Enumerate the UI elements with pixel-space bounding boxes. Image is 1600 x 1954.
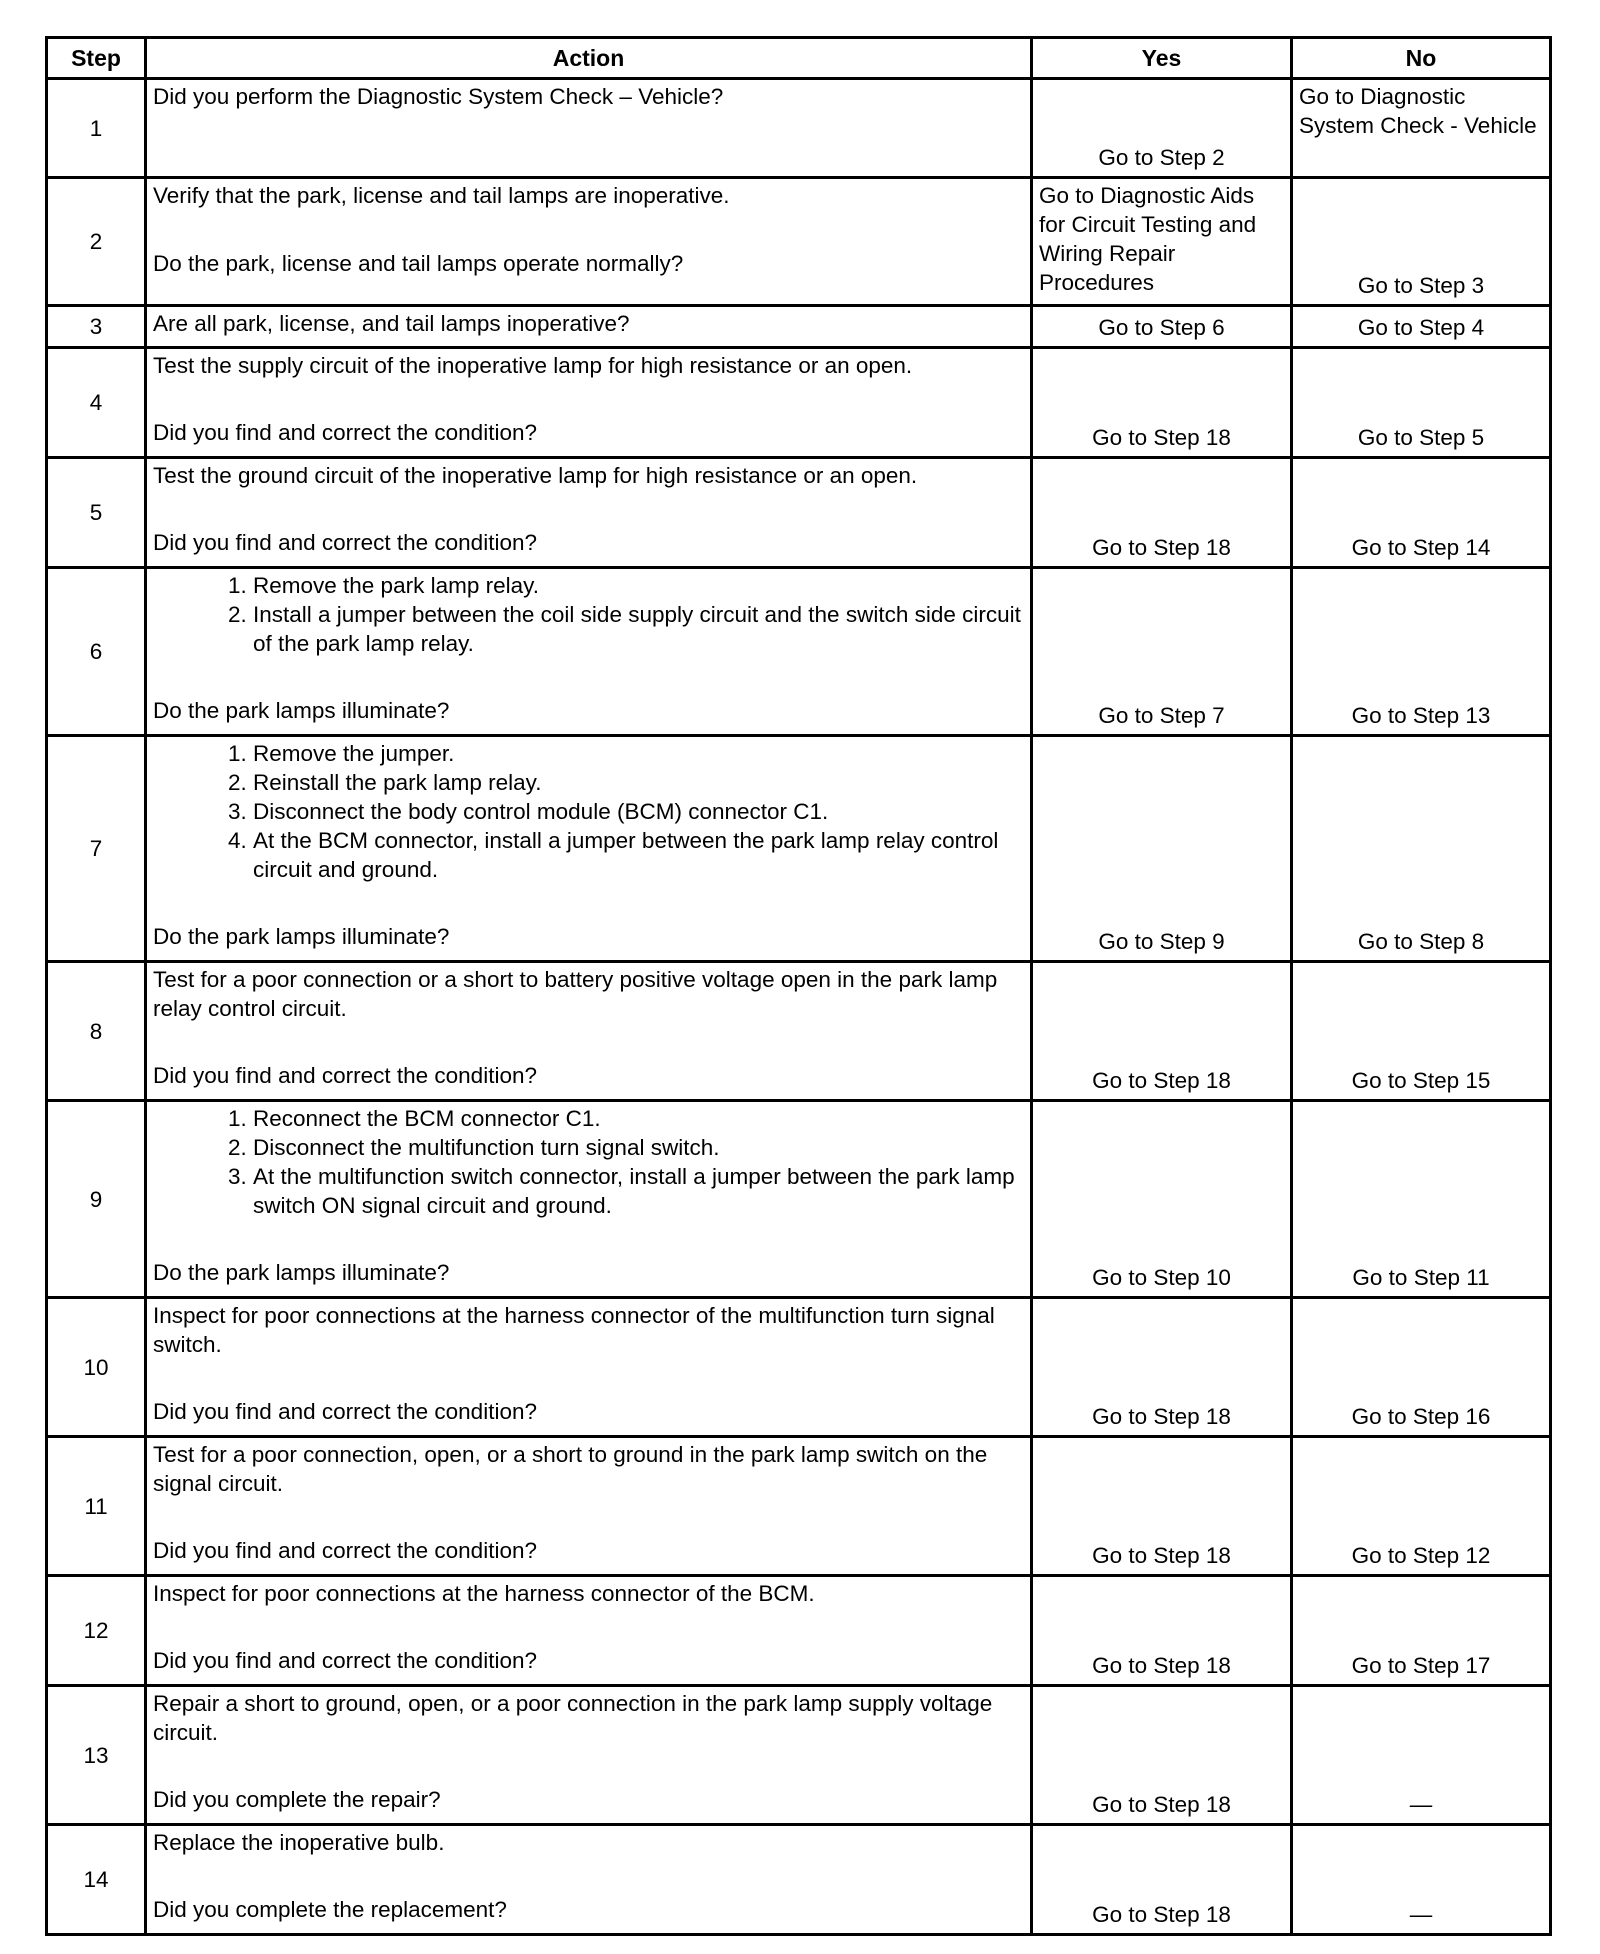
action-instruction: Verify that the park, license and tail lamps are inoperative. <box>153 183 730 208</box>
no-cell: Go to Step 16 <box>1292 1298 1551 1437</box>
step-number: 8 <box>47 962 146 1101</box>
action-cell <box>146 736 1032 962</box>
procedure-item: 1. Remove the jumper. <box>253 739 1024 768</box>
no-cell: Go to Step 13 <box>1292 568 1551 736</box>
step-number: 12 <box>47 1576 146 1686</box>
action-cell <box>146 458 1032 568</box>
yes-cell: Go to Step 18 <box>1032 962 1292 1101</box>
procedure-list <box>153 739 1024 884</box>
table-row <box>47 1825 1551 1935</box>
action-instruction: Repair a short to ground, open, or a poor connection in the park lamp supply voltage circuit. <box>153 1691 993 1745</box>
table-row <box>47 178 1551 306</box>
step-number: 6 <box>47 568 146 736</box>
action-instruction: Are all park, license, and tail lamps inoperative? <box>153 311 630 336</box>
header-row <box>47 38 1551 79</box>
step-number: 4 <box>47 348 146 458</box>
action-cell <box>146 79 1032 178</box>
procedure-item: 3. At the multifunction switch connector, install a jumper between the park lamp switch ON signal circuit and ground. <box>253 1162 1024 1220</box>
action-instruction: Did you perform the Diagnostic System Check – Vehicle? <box>153 84 724 109</box>
yes-cell: Go to Step 18 <box>1032 1686 1292 1825</box>
yes-cell: Go to Step 18 <box>1032 1437 1292 1576</box>
action-cell <box>146 348 1032 458</box>
procedure-item: 1. Remove the park lamp relay. <box>253 571 1024 600</box>
action-cell <box>146 1298 1032 1437</box>
procedure-item: 2. Disconnect the multifunction turn signal switch. <box>253 1133 1024 1162</box>
action-instruction: Test for a poor connection or a short to battery positive voltage open in the park lamp relay control circuit. <box>153 967 998 1021</box>
no-cell: Go to Step 4 <box>1292 306 1551 348</box>
no-cell: — <box>1292 1686 1551 1825</box>
procedure-item: 3. Disconnect the body control module (BCM) connector C1. <box>253 797 1024 826</box>
action-question: Do the park lamps illuminate? <box>153 924 450 949</box>
yes-cell: Go to Step 7 <box>1032 568 1292 736</box>
no-cell: Go to Step 12 <box>1292 1437 1551 1576</box>
yes-cell: Go to Step 18 <box>1032 1576 1292 1686</box>
action-question: Did you find and correct the condition? <box>153 1063 537 1088</box>
step-number: 3 <box>47 306 146 348</box>
action-question: Do the park lamps illuminate? <box>153 1260 450 1285</box>
header-yes: Yes <box>1032 38 1292 79</box>
action-question: Did you find and correct the condition? <box>153 1648 537 1673</box>
no-cell: Go to Step 17 <box>1292 1576 1551 1686</box>
no-cell: Go to Step 15 <box>1292 962 1551 1101</box>
step-number: 9 <box>47 1101 146 1298</box>
table-row <box>47 458 1551 568</box>
table-row <box>47 568 1551 736</box>
header-action: Action <box>146 38 1032 79</box>
table-row <box>47 1576 1551 1686</box>
table-row <box>47 1101 1551 1298</box>
action-question: Did you find and correct the condition? <box>153 1538 537 1563</box>
action-question: Did you find and correct the condition? <box>153 530 537 555</box>
no-cell: Go to Step 5 <box>1292 348 1551 458</box>
yes-cell: Go to Diagnostic Aids for Circuit Testing and Wiring Repair Procedures <box>1032 178 1292 306</box>
action-instruction: Test for a poor connection, open, or a short to ground in the park lamp switch on the signal circuit. <box>153 1442 988 1496</box>
yes-cell: Go to Step 18 <box>1032 1825 1292 1935</box>
yes-cell: Go to Step 18 <box>1032 458 1292 568</box>
table-row <box>47 1686 1551 1825</box>
step-number: 13 <box>47 1686 146 1825</box>
table-row <box>47 736 1551 962</box>
table-row <box>47 962 1551 1101</box>
yes-cell: Go to Step 2 <box>1032 79 1292 178</box>
procedure-item: 4. At the BCM connector, install a jumper between the park lamp relay control circuit and ground. <box>253 826 1024 884</box>
action-cell <box>146 1437 1032 1576</box>
action-cell <box>146 1825 1032 1935</box>
procedure-item: 2. Install a jumper between the coil side supply circuit and the switch side circuit of the park lamp relay. <box>253 600 1024 658</box>
action-instruction: Test the supply circuit of the inoperative lamp for high resistance or an open. <box>153 353 913 378</box>
table-row <box>47 306 1551 348</box>
step-number: 11 <box>47 1437 146 1576</box>
no-cell: — <box>1292 1825 1551 1935</box>
yes-cell: Go to Step 10 <box>1032 1101 1292 1298</box>
action-instruction: Test the ground circuit of the inoperative lamp for high resistance or an open. <box>153 463 918 488</box>
procedure-list <box>153 571 1024 658</box>
action-question: Do the park lamps illuminate? <box>153 698 450 723</box>
action-question: Do the park, license and tail lamps operate normally? <box>153 251 684 276</box>
step-number: 1 <box>47 79 146 178</box>
table-row <box>47 1437 1551 1576</box>
action-instruction: Inspect for poor connections at the harness connector of the BCM. <box>153 1581 815 1606</box>
step-number: 10 <box>47 1298 146 1437</box>
action-instruction: Replace the inoperative bulb. <box>153 1830 445 1855</box>
table-row <box>47 79 1551 178</box>
yes-cell: Go to Step 18 <box>1032 1298 1292 1437</box>
action-question: Did you find and correct the condition? <box>153 1399 537 1424</box>
action-cell <box>146 178 1032 306</box>
yes-cell: Go to Step 6 <box>1032 306 1292 348</box>
table-row <box>47 348 1551 458</box>
action-cell <box>146 1576 1032 1686</box>
step-number: 14 <box>47 1825 146 1935</box>
diagnostic-table <box>45 36 1552 1936</box>
procedure-item: 2. Reinstall the park lamp relay. <box>253 768 1024 797</box>
action-question: Did you complete the repair? <box>153 1787 441 1812</box>
step-number: 2 <box>47 178 146 306</box>
action-cell <box>146 1686 1032 1825</box>
header-step: Step <box>47 38 146 79</box>
action-cell <box>146 568 1032 736</box>
no-cell: Go to Diagnostic System Check - Vehicle <box>1292 79 1551 178</box>
procedure-item: 1. Reconnect the BCM connector C1. <box>253 1104 1024 1133</box>
header-no: No <box>1292 38 1551 79</box>
action-cell <box>146 1101 1032 1298</box>
action-cell <box>146 962 1032 1101</box>
step-number: 5 <box>47 458 146 568</box>
procedure-list <box>153 1104 1024 1220</box>
step-number: 7 <box>47 736 146 962</box>
table-row <box>47 1298 1551 1437</box>
action-instruction: Inspect for poor connections at the harness connector of the multifunction turn signal switch. <box>153 1303 995 1357</box>
action-question: Did you find and correct the condition? <box>153 420 537 445</box>
no-cell: Go to Step 8 <box>1292 736 1551 962</box>
action-cell <box>146 306 1032 348</box>
action-question: Did you complete the replacement? <box>153 1897 507 1922</box>
yes-cell: Go to Step 18 <box>1032 348 1292 458</box>
no-cell: Go to Step 11 <box>1292 1101 1551 1298</box>
yes-cell: Go to Step 9 <box>1032 736 1292 962</box>
no-cell: Go to Step 14 <box>1292 458 1551 568</box>
no-cell: Go to Step 3 <box>1292 178 1551 306</box>
